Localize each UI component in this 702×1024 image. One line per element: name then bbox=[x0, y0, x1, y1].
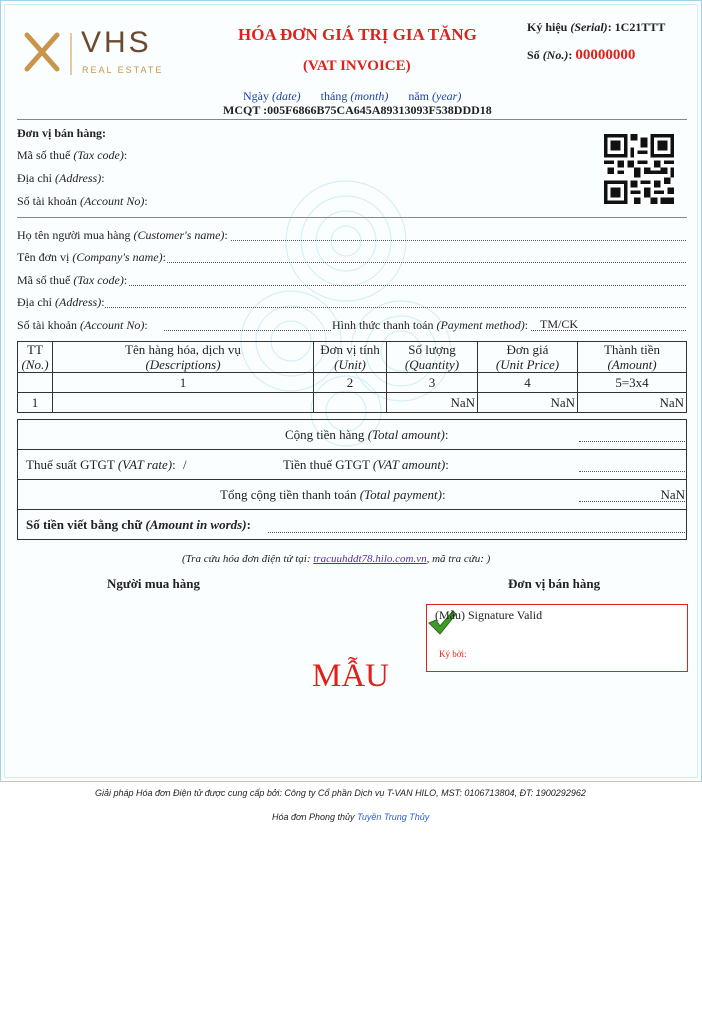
buyer-signature-label: Người mua hàng bbox=[107, 576, 201, 591]
provider-footer: Giải pháp Hóa đơn Điện tử được cung cấp bởi: Công ty Cổ phần Dịch vụ T-VAN HILO, MST: 0106713804, ĐT: 1900292962 bbox=[95, 788, 586, 798]
logo-text: VHS bbox=[81, 26, 152, 59]
serial-label-en: (Serial) bbox=[570, 20, 608, 34]
total-payment-value: NaN bbox=[660, 487, 685, 502]
seller-account-label: Số tài khoản bbox=[17, 194, 77, 208]
amount-in-words-label-en: (Amount in words) bbox=[145, 517, 247, 532]
lookup-link[interactable]: tracuuhddt78.hilo.com.vn bbox=[313, 553, 427, 565]
logo-subtext: REAL ESTATE bbox=[82, 65, 164, 75]
seller-tax-code: Mã số thuế (Tax code): bbox=[17, 148, 128, 162]
seller-account: Số tài khoản (Account No): bbox=[17, 194, 148, 208]
buyer-address: Địa chỉ (Address): bbox=[17, 295, 105, 309]
seller-signature-label: Đơn vị bán hàng bbox=[508, 576, 601, 591]
mcqt-code: MCQT :005F6866B75CA645A89313093F538DDD18 bbox=[223, 103, 492, 117]
qr-code-icon bbox=[604, 134, 674, 204]
vat-amount-label: Tiền thuế GTGT bbox=[283, 457, 370, 472]
lookup-note bbox=[182, 553, 490, 565]
signature-box bbox=[426, 604, 688, 672]
number-label: Số bbox=[527, 48, 540, 62]
date-day-label: Ngày bbox=[243, 89, 269, 103]
total-amount-label-en: (Total amount) bbox=[367, 427, 445, 442]
buyer-company-name: Tên đơn vị (Company's name): bbox=[17, 250, 166, 264]
company-name-label-en: (Company's name) bbox=[72, 250, 163, 264]
table-cell: 1 bbox=[18, 393, 53, 413]
seller-address-label: Địa chỉ bbox=[17, 171, 52, 185]
customer-name-label-en: (Customer's name) bbox=[133, 228, 225, 242]
table-header-cell: Thành tiền (Amount) bbox=[578, 342, 687, 373]
table-cell: 1 bbox=[53, 373, 314, 393]
vat-rate: Thuế suất GTGT (VAT rate): / bbox=[26, 457, 187, 472]
sample-stamp: MẪU bbox=[312, 658, 390, 694]
buyer-tax-code-label: Mã số thuế bbox=[17, 273, 71, 287]
table-cell bbox=[314, 393, 387, 413]
number-line: Số (No.): 00000000 bbox=[527, 47, 636, 63]
amount-in-words-row bbox=[17, 509, 687, 540]
table-cell bbox=[18, 373, 53, 393]
total-payment-row bbox=[17, 479, 687, 510]
vat-amount: Tiền thuế GTGT (VAT amount): bbox=[283, 457, 449, 472]
total-payment-label-en: (Total payment) bbox=[359, 487, 442, 502]
invoice-title: HÓA ĐƠN GIÁ TRỊ GIA TĂNG bbox=[238, 25, 477, 44]
customer-name-line bbox=[231, 240, 686, 241]
vat-rate-label: Thuế suất GTGT bbox=[26, 457, 115, 472]
date-month-label-en: (month) bbox=[350, 89, 389, 103]
company-name-label: Tên đơn vị bbox=[17, 250, 70, 264]
invoice-number: 00000000 bbox=[575, 47, 636, 63]
fengshui-footer bbox=[272, 812, 429, 822]
number-label-en: (No.) bbox=[542, 48, 569, 62]
lookup-suffix: , mã tra cứu: ) bbox=[426, 553, 491, 565]
buyer-account-label: Số tài khoản bbox=[17, 318, 77, 332]
table-cell: 3 bbox=[387, 373, 478, 393]
items-table bbox=[17, 341, 687, 413]
seller-address: Địa chỉ (Address): bbox=[17, 171, 105, 185]
serial-value: : 1C21TTT bbox=[607, 20, 666, 34]
vat-amount-line bbox=[579, 471, 685, 472]
table-index-row bbox=[18, 373, 687, 393]
date-year-label: năm bbox=[408, 89, 429, 103]
table-row bbox=[18, 393, 687, 413]
buyer-tax-code: Mã số thuế (Tax code): bbox=[17, 273, 128, 287]
vat-rate-value: / bbox=[182, 457, 187, 472]
seller-address-label-en: (Address) bbox=[55, 171, 102, 185]
table-cell: 2 bbox=[314, 373, 387, 393]
buyer-address-label: Địa chỉ bbox=[17, 295, 52, 309]
customer-name-label: Họ tên người mua hàng bbox=[17, 228, 131, 242]
seller-account-label-en: (Account No) bbox=[80, 194, 145, 208]
table-cell bbox=[53, 393, 314, 413]
table-cell: 5=3x4 bbox=[578, 373, 687, 393]
table-header-cell: Tên hàng hóa, dịch vụ (Descriptions) bbox=[53, 342, 314, 373]
total-amount-row bbox=[17, 419, 687, 450]
table-cell: 4 bbox=[478, 373, 578, 393]
buyer-account: Số tài khoản (Account No): bbox=[17, 318, 148, 332]
total-amount: Cộng tiền hàng (Total amount): bbox=[285, 427, 449, 442]
seller-tax-code-label: Mã số thuế bbox=[17, 148, 71, 162]
fengshui-prefix: Hóa đơn Phong thủy bbox=[272, 812, 355, 822]
payment-method-label: Hình thức thanh toán bbox=[332, 318, 434, 332]
amount-in-words-line bbox=[268, 532, 685, 533]
signed-by-label: Ký bởi: bbox=[439, 649, 467, 659]
company-name-line bbox=[167, 262, 686, 263]
table-header-cell: Số lượng (Quantity) bbox=[387, 342, 478, 373]
divider bbox=[17, 217, 687, 218]
buyer-address-line bbox=[105, 307, 686, 308]
amount-in-words-label: Số tiền viết bằng chữ bbox=[26, 517, 143, 532]
table-header-cell: Đơn giá (Unit Price) bbox=[478, 342, 578, 373]
amount-in-words: Số tiền viết bằng chữ (Amount in words): bbox=[26, 517, 251, 532]
signature-status: (Mẫu) Signature Valid bbox=[435, 608, 543, 622]
buyer-tax-code-line bbox=[129, 285, 686, 286]
table-header-cell: Đơn vị tính (Unit) bbox=[314, 342, 387, 373]
seller-heading: Đơn vị bán hàng: bbox=[17, 126, 107, 140]
vat-amount-label-en: (VAT amount) bbox=[372, 457, 446, 472]
table-header-cell: TT (No.) bbox=[18, 342, 53, 373]
lookup-prefix: (Tra cứu hóa đơn điện tử tại: bbox=[182, 553, 314, 565]
payment-method: Hình thức thanh toán (Payment method): bbox=[332, 318, 529, 332]
total-payment: Tổng cộng tiền thanh toán (Total payment): bbox=[220, 487, 446, 502]
buyer-address-label-en: (Address) bbox=[55, 295, 102, 309]
table-cell: NaN bbox=[478, 393, 578, 413]
seller-tax-code-label-en: (Tax code) bbox=[73, 148, 124, 162]
table-cell: NaN bbox=[578, 393, 687, 413]
serial-label: Ký hiệu bbox=[527, 20, 568, 34]
vat-row bbox=[17, 449, 687, 480]
payment-method-label-en: (Payment method) bbox=[436, 318, 525, 332]
buyer-customer-name: Họ tên người mua hàng (Customer's name): bbox=[17, 228, 228, 242]
buyer-tax-code-label-en: (Tax code) bbox=[73, 273, 124, 287]
total-payment-label: Tổng cộng tiền thanh toán bbox=[220, 487, 357, 502]
table-header-row bbox=[18, 342, 687, 373]
table-cell: NaN bbox=[387, 393, 478, 413]
vat-rate-label-en: (VAT rate) bbox=[117, 457, 173, 472]
total-amount-line bbox=[579, 441, 685, 442]
fengshui-link[interactable]: Tuyền Trung Thủy bbox=[357, 812, 430, 822]
date-day-label-en: (date) bbox=[272, 89, 301, 103]
buyer-account-label-en: (Account No) bbox=[80, 318, 145, 332]
serial-line bbox=[527, 20, 665, 35]
total-amount-label: Cộng tiền hàng bbox=[285, 427, 365, 442]
date-year-label-en: (year) bbox=[432, 89, 462, 103]
date-line bbox=[243, 89, 461, 104]
divider bbox=[17, 119, 687, 120]
buyer-account-line bbox=[164, 330, 331, 331]
invoice-subtitle: (VAT INVOICE) bbox=[303, 58, 411, 74]
payment-method-value: TM/CK bbox=[540, 317, 579, 331]
date-month-label: tháng bbox=[320, 89, 348, 103]
